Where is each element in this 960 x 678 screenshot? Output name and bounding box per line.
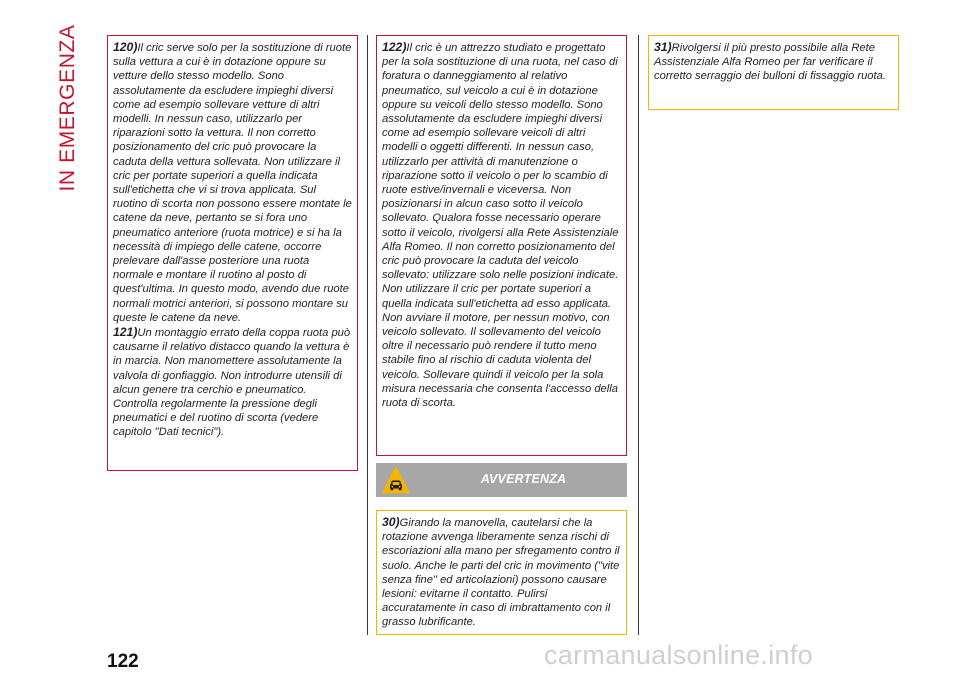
note-number: 121) — [113, 325, 138, 340]
note-121 — [113, 325, 352, 440]
note-text: Il cric serve solo per la sostituzione di ruote sulla vettura a cui è in dotazione oppure su vetture dello stesso modello. Sono assolutamente da escludere impieghi diversi come ad esempio sollevare vetture di altri modelli. In nessun caso, utilizzarlo per riparazioni sotto la vettura. Il non corretto posizionamento del cric può provocare la caduta della vettura sollevata. Non utilizzare il cric per portate superiori a quella indicata sull'etichetta che vi si trova applicata. Sul ruotino di scorta non possono essere montate le catene da neve, pertanto se si fora uno pneumatico anteriore (ruota motrice) e si ha la necessità di impiego delle catene, occorre prelevare dall'asse posteriore una ruota normale e montare il ruotino al posto di quest'ultima. In questo modo, avendo due ruote normali motrici anteriori, si possono montare su queste le catene da neve. — [113, 42, 352, 324]
warning-header — [376, 463, 627, 497]
section-title — [56, 24, 79, 192]
page-number: 122 — [107, 651, 139, 672]
note-box-120-121 — [107, 35, 358, 471]
section-title-text: IN EMERGENZA — [56, 24, 79, 192]
note-text: Un montaggio errato della coppa ruota può causarne il relativo distacco quando la vettura è in marcia. Non manomettere assolutamente la valvola di gonfiaggio. Non introdurre utensili di alcun genere tra cerchio e pneumatico. Controlla regolarmente la pressione degli pneumatici e del ruotino di scorta (vedere capitolo "Dati tecnici"). — [113, 327, 351, 439]
note-number: 31) — [654, 40, 672, 54]
note-120 — [113, 40, 352, 325]
note-number: 30) — [382, 515, 400, 529]
warning-box-31 — [648, 35, 899, 110]
note-text: Rivolgersi il più presto possibile alla Rete Assistenziale Alfa Romeo per far verificare il corretto serraggio dei bulloni di fissaggio ruota. — [654, 42, 886, 83]
note-text: Il cric è un attrezzo studiato e progettato per la sola sostituzione di una ruota, nel caso di foratura o danneggiamento al relativo pneumatico, sul veicolo a cui è in dotazione oppure su veicoli dello stesso modello. Sono assolutamente da escludere impieghi diversi come ad esempio sollevare veicoli di altri modelli o oggetti differenti. In nessun caso, utilizzarlo per attività di manutenzione o riparazione sotto il veicolo o per lo scambio di ruote estive/invernali e viceversa. Non posizionarsi in alcun caso sotto il veicolo sollevato. Qualora fosse necessario operare sotto il veicolo, rivolgersi alla Rete Assistenziale Alfa Romeo. Il non corretto posizionamento del cric può provocare la caduta del veicolo sollevato: utilizzare solo nelle posizioni indicate. Non utilizzare il cric per portate superiori a quella indicata sull'etichetta ad esso applicata. Non avviare il motore, per nessun motivo, con veicolo sollevato. Il sollevamento del veicolo oltre il necessario può rendere il tutto meno stabile fino al rischio di caduta violenta del veicolo. Sollevare quindi il veicolo per la sola misura necessaria che consenta l'accesso della ruota di scorta. — [382, 42, 619, 410]
note-box-122 — [376, 35, 627, 456]
watermark: carmanualsonline.info — [544, 640, 813, 670]
column-divider-1 — [367, 35, 368, 635]
note-number: 120) — [113, 40, 138, 54]
note-text: Girando la manovella, cautelarsi che la rotazione avvenga liberamente senza rischi di escoriazioni alla mano per sfregamento contro il suolo. Anche le parti del cric in movimento ("vite senza fine" ed articolazioni) possono causare lesioni: evitarne il contatto. Pulirsi accuratamente in caso di imbrattamento con il grasso lubrificante. — [382, 517, 620, 629]
warning-box-30 — [376, 510, 627, 635]
column-divider-2 — [638, 35, 639, 635]
note-31 — [654, 40, 893, 84]
warning-title: AVVERTENZA — [480, 472, 567, 486]
note-number: 122) — [382, 40, 407, 54]
note-122 — [382, 40, 621, 410]
note-30 — [382, 515, 621, 630]
